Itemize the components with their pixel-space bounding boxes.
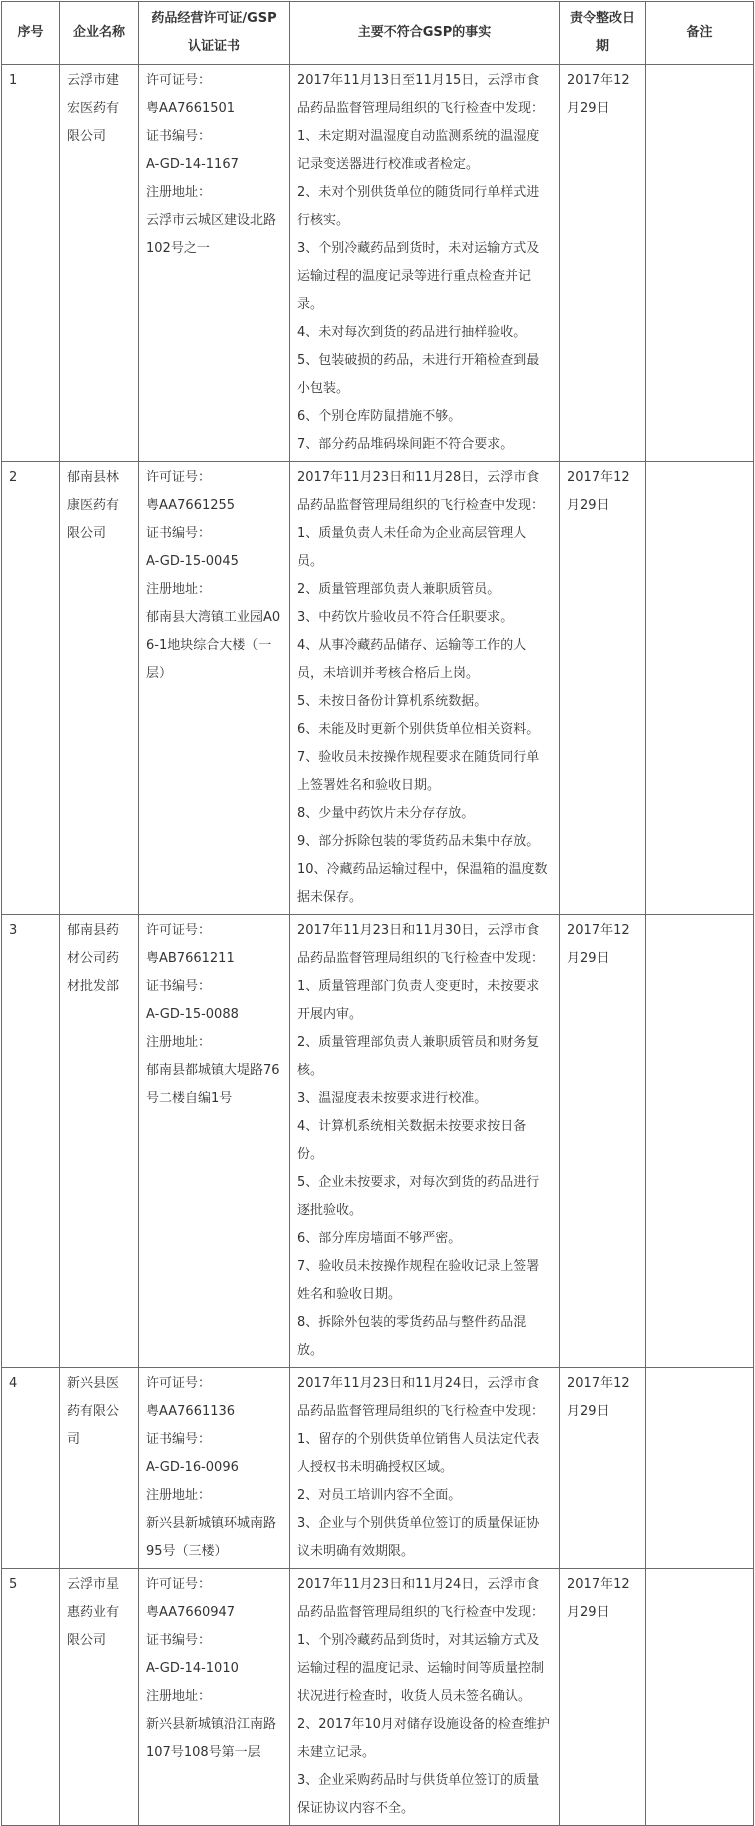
facts-list [290,1569,560,1826]
row-no: 3 [2,915,60,1368]
row-no: 4 [2,1368,60,1569]
facts-list-line: 2、质量管理部负责人兼职质管员。 [297,582,501,597]
license-info-line: A-GD-14-1010 [146,1661,239,1676]
license-info-line: 注册地址： [146,185,212,200]
facts-list-line: 1、个别冷藏药品到货时，对其运输方式及运输过程的温度记录、运输时间等质量控制状况进行检查时，收货人员未签名确认。 [297,1633,545,1704]
facts-list [290,65,560,462]
facts-list-line: 5、未按日备份计算机系统数据。 [297,694,488,709]
facts-list-line: 2017年11月23日和11月30日，云浮市食品药品监督管理局组织的飞行检查中发现： [297,923,545,966]
remark [646,462,754,915]
facts-list-line: 8、少量中药饮片未分存存放。 [297,806,475,821]
facts-list-line: 3、企业采购药品时与供货单位签订的质量保证协议内容不全。 [297,1773,540,1816]
license-info-line: 注册地址： [146,582,212,597]
deadline: 2017年12月29日 [560,1569,646,1826]
facts-list-line: 9、部分拆除包装的零货药品未集中存放。 [297,834,540,849]
company-name: 郁南县林康医药有限公司 [60,462,139,915]
remark [646,1569,754,1826]
facts-list-line: 5、企业未按要求，对每次到货的药品进行逐批验收。 [297,1175,540,1218]
license-info [139,462,290,915]
table-row [2,65,754,462]
license-info [139,65,290,462]
license-info-line: 郁南县都城镇大堤路76号二楼自编1号 [146,1063,280,1106]
license-info-line: 证书编号： [146,129,212,144]
header-no: 序号 [2,2,60,65]
header-license: 药品经营许可证/GSP认证证书 [139,2,290,65]
table-row [2,462,754,915]
facts-list-line: 8、拆除外包装的零货药品与整件药品混放。 [297,1315,527,1358]
license-info [139,1368,290,1569]
row-no: 1 [2,65,60,462]
license-info-line: 粤AB7661211 [146,951,235,966]
deadline: 2017年12月29日 [560,915,646,1368]
facts-list-line: 7、验收员未按操作规程要求在随货同行单上签署姓名和验收日期。 [297,750,540,793]
remark [646,1368,754,1569]
facts-list-line: 1、留存的个别供货单位销售人员法定代表人授权书未明确授权区域。 [297,1432,540,1475]
facts-list-line: 4、计算机系统相关数据未按要求按日备份。 [297,1119,527,1162]
license-info-line: 注册地址： [146,1035,212,1050]
facts-list-line: 2、未对个别供货单位的随货同行单样式进行核实。 [297,185,540,228]
deadline: 2017年12月29日 [560,65,646,462]
license-info-line: 证书编号： [146,1432,212,1447]
facts-list-line: 2017年11月23日和11月28日，云浮市食品药品监督管理局组织的飞行检查中发现： [297,470,545,513]
license-info-line: A-GD-14-1167 [146,157,239,172]
facts-list-line: 6、未能及时更新个别供货单位相关资料。 [297,722,540,737]
license-info-line: 证书编号： [146,1633,212,1648]
header-deadline: 责令整改日期 [560,2,646,65]
facts-list [290,1368,560,1569]
license-info-line: 郁南县大湾镇工业园A06-1地块综合大楼（一层） [146,610,281,681]
facts-list-line: 2017年11月23日和11月24日，云浮市食品药品监督管理局组织的飞行检查中发现： [297,1376,545,1419]
deadline: 2017年12月29日 [560,1368,646,1569]
header-row [2,2,754,65]
license-info-line: 证书编号： [146,979,212,994]
license-info-line: 证书编号： [146,526,212,541]
facts-list-line: 3、企业与个别供货单位签订的质量保证协议未明确有效期限。 [297,1516,540,1559]
facts-list-line: 6、个别仓库防鼠措施不够。 [297,409,462,424]
facts-list-line: 2、质量管理部负责人兼职质管员和财务复核。 [297,1035,540,1078]
facts-list-line: 2017年11月13日至11月15日，云浮市食品药品监督管理局组织的飞行检查中发现： [297,73,545,116]
license-info-line: 粤AA7661136 [146,1404,236,1419]
license-info-line: A-GD-15-0088 [146,1007,239,1022]
row-no: 5 [2,1569,60,1826]
facts-list-line: 10、冷藏药品运输过程中，保温箱的温度数据未保存。 [297,862,548,905]
row-no: 2 [2,462,60,915]
license-info-line: 粤AA7660947 [146,1605,236,1620]
license-info-line: 云浮市云城区建设北路102号之一 [146,213,277,256]
header-facts: 主要不符合GSP的事实 [290,2,560,65]
facts-list-line: 7、验收员未按操作规程在验收记录上签署姓名和验收日期。 [297,1259,540,1302]
facts-list-line: 7、部分药品堆码垛间距不符合要求。 [297,437,514,452]
license-info-line: A-GD-15-0045 [146,554,239,569]
company-name: 云浮市建宏医药有限公司 [60,65,139,462]
inspection-table [1,1,754,1826]
company-name: 云浮市星惠药业有限公司 [60,1569,139,1826]
license-info [139,915,290,1368]
facts-list-line: 1、质量负责人未任命为企业高层管理人员。 [297,526,527,569]
license-info [139,1569,290,1826]
facts-list-line: 3、温湿度表未按要求进行校准。 [297,1091,488,1106]
facts-list-line: 3、个别冷藏药品到货时，未对运输方式及运输过程的温度记录等进行重点检查并记录。 [297,241,540,312]
facts-list-line: 2017年11月23日和11月24日，云浮市食品药品监督管理局组织的飞行检查中发现： [297,1577,545,1620]
facts-list-line: 5、包装破损的药品，未进行开箱检查到最小包装。 [297,353,540,396]
facts-list-line: 1、未定期对温湿度自动监测系统的温湿度记录变送器进行校准或者检定。 [297,129,540,172]
header-remark: 备注 [646,2,754,65]
license-info-line: 许可证号： [146,470,212,485]
license-info-line: 新兴县新城镇沿江南路107号108号第一层 [146,1717,277,1760]
remark [646,915,754,1368]
license-info-line: 注册地址： [146,1488,212,1503]
table-row [2,1368,754,1569]
license-info-line: 许可证号： [146,923,212,938]
license-info-line: 注册地址： [146,1689,212,1704]
facts-list-line: 4、从事冷藏药品储存、运输等工作的人员，未培训并考核合格后上岗。 [297,638,527,681]
license-info-line: A-GD-16-0096 [146,1460,239,1475]
deadline: 2017年12月29日 [560,462,646,915]
facts-list-line: 6、部分库房墙面不够严密。 [297,1231,462,1246]
facts-list-line: 1、质量管理部门负责人变更时，未按要求开展内审。 [297,979,540,1022]
facts-list-line: 3、中药饮片验收员不符合任职要求。 [297,610,514,625]
facts-list [290,462,560,915]
table-row [2,915,754,1368]
header-company: 企业名称 [60,2,139,65]
license-info-line: 粤AA7661255 [146,498,236,513]
remark [646,65,754,462]
facts-list [290,915,560,1368]
facts-list-line: 2、2017年10月对储存设施设备的检查维护未建立记录。 [297,1717,550,1760]
license-info-line: 许可证号： [146,1376,212,1391]
table-row [2,1569,754,1826]
company-name: 郁南县药材公司药材批发部 [60,915,139,1368]
license-info-line: 许可证号： [146,1577,212,1592]
license-info-line: 粤AA7661501 [146,101,236,116]
facts-list-line: 4、未对每次到货的药品进行抽样验收。 [297,325,527,340]
company-name: 新兴县医药有限公司 [60,1368,139,1569]
license-info-line: 新兴县新城镇环城南路95号（三楼） [146,1516,277,1559]
license-info-line: 许可证号： [146,73,212,88]
facts-list-line: 2、对员工培训内容不全面。 [297,1488,462,1503]
